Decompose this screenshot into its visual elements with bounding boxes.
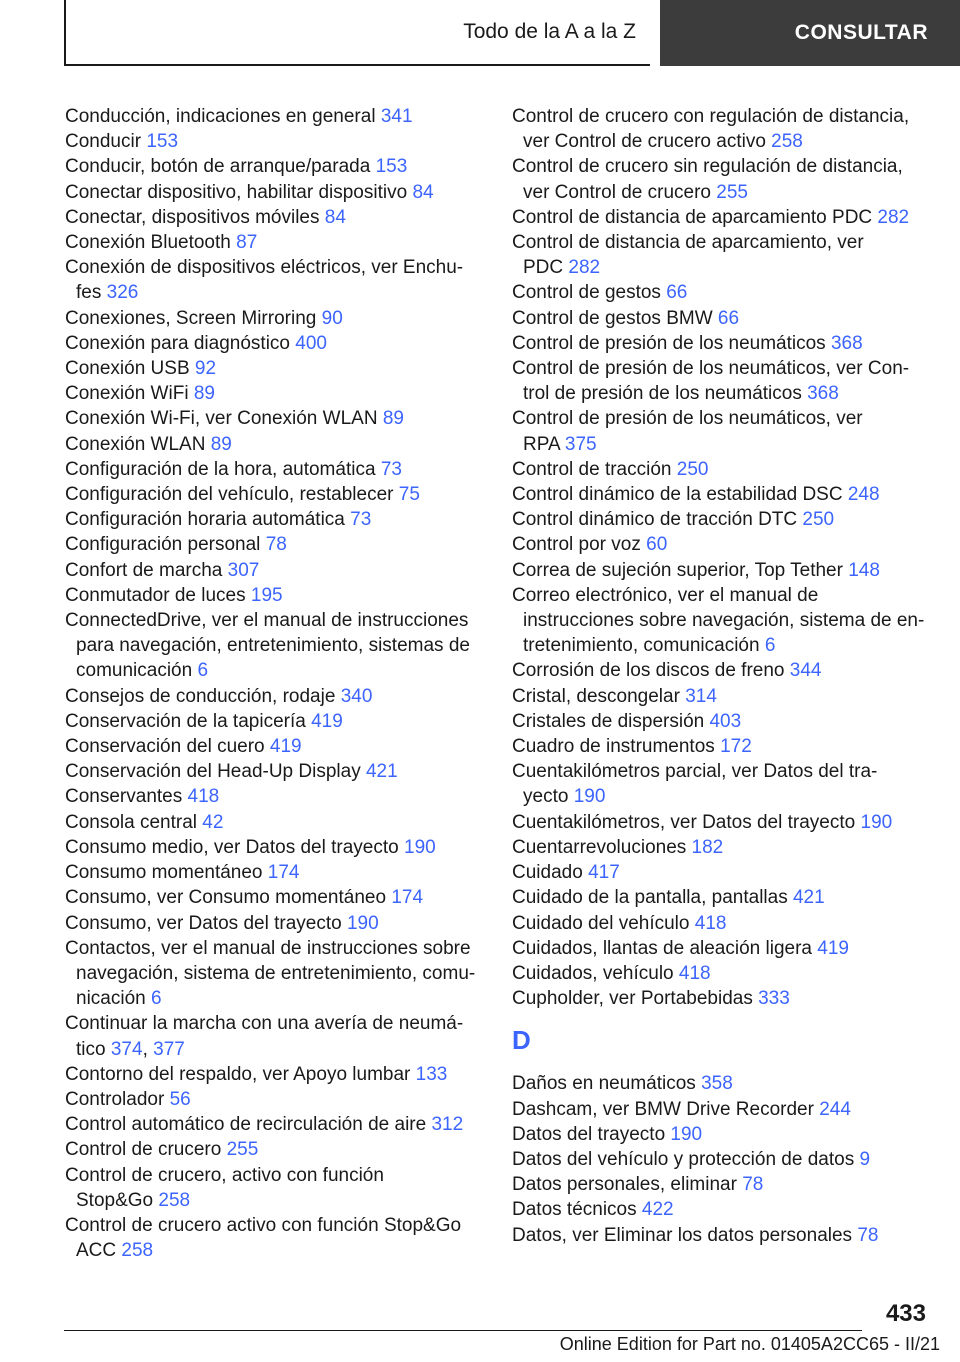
- page-link[interactable]: 153: [146, 131, 179, 153]
- page-link[interactable]: 417: [588, 862, 620, 884]
- index-entry-term: Control de gestos: [512, 282, 667, 304]
- index-entry: [65, 129, 485, 154]
- index-entry: [65, 104, 485, 129]
- page-link[interactable]: 422: [641, 1199, 674, 1221]
- page-link[interactable]: 374: [110, 1038, 143, 1060]
- page-link[interactable]: 84: [324, 206, 346, 228]
- index-entry: [512, 734, 932, 759]
- index-entry-term: ConnectedDrive, ver el manual de instrucciones para navegación, entretenimiento, sistemas de comunicación: [65, 610, 470, 682]
- page-link[interactable]: 418: [678, 962, 711, 984]
- index-entry-term: Datos del vehículo y protección de datos: [512, 1148, 860, 1170]
- index-entry-term: Cuentakilómetros, ver Datos del trayecto: [512, 811, 861, 833]
- index-entry: [65, 306, 485, 331]
- index-entry-term: Conexión USB: [65, 358, 195, 380]
- page-link[interactable]: 190: [860, 811, 893, 833]
- index-entry: [512, 684, 932, 709]
- page-link[interactable]: 258: [158, 1189, 191, 1211]
- index-entry: [65, 709, 485, 734]
- page-link[interactable]: 255: [226, 1139, 259, 1161]
- index-entry-term: Consola central: [65, 811, 203, 833]
- page-link[interactable]: 341: [380, 106, 413, 127]
- index-entry: [512, 331, 932, 356]
- page-link[interactable]: 419: [269, 736, 302, 758]
- page-link[interactable]: 6: [197, 660, 209, 682]
- index-entry: [65, 154, 485, 179]
- index-entry-term: Configuración personal: [65, 534, 266, 556]
- index-entry-term: Continuar la marcha con una avería de neumá- tico: [65, 1013, 464, 1060]
- index-entry-term: Controlador: [65, 1088, 170, 1110]
- index-entry-term: Datos, ver Eliminar los datos personales: [512, 1224, 858, 1246]
- index-entry-term: Corrosión de los discos de freno: [512, 660, 790, 682]
- index-entry-term: Control de gestos BMW: [512, 307, 718, 329]
- index-entry: [65, 507, 485, 532]
- page-link[interactable]: 421: [792, 887, 825, 909]
- index-entry-term: Consumo medio, ver Datos del trayecto: [65, 836, 404, 858]
- index-entry-term: Control de tracción: [512, 458, 677, 480]
- page-link[interactable]: 418: [694, 912, 727, 934]
- index-entry-term: Control dinámico de la estabilidad DSC: [512, 484, 848, 506]
- index-entry-term: Cuidados, llantas de aleación ligera: [512, 937, 818, 959]
- index-entry-term: Dashcam, ver BMW Drive Recorder: [512, 1098, 820, 1120]
- page-link[interactable]: 148: [848, 559, 880, 581]
- index-entry-term: Consumo, ver Datos del trayecto: [65, 912, 347, 934]
- page-link[interactable]: 340: [340, 685, 373, 707]
- index-entry-term: Conservación del cuero: [65, 736, 270, 758]
- index-entry: [65, 911, 485, 936]
- page-link[interactable]: 314: [685, 685, 717, 707]
- page-link[interactable]: 174: [391, 887, 424, 909]
- footer-edition: Online Edition for Part no. 01405A2CC65 - II/21: [559, 1334, 940, 1354]
- page-link[interactable]: 60: [646, 534, 668, 556]
- index-entry-term: Control de distancia de aparcamiento, ver PDC: [512, 232, 864, 279]
- index-entry-term: Control de presión de los neumáticos, ver Con- trol de presión de los neumáticos: [512, 358, 910, 405]
- index-entry-term: Consumo, ver Consumo momentáneo: [65, 887, 392, 909]
- page-link[interactable]: 358: [701, 1073, 733, 1095]
- index-entry-term: Conexión WiFi: [65, 383, 194, 405]
- index-entry-term: Conmutador de luces: [65, 584, 251, 606]
- index-entry-term: Control de crucero: [65, 1139, 227, 1161]
- index-entry-term: Conservación de la tapicería: [65, 710, 312, 732]
- index-entry: [512, 1071, 932, 1096]
- index-entry-term: Cuidado de la pantalla, pantallas: [512, 887, 793, 909]
- page-link[interactable]: 307: [227, 559, 260, 581]
- index-entry: [512, 482, 932, 507]
- index-entry-term: Cupholder, ver Portabebidas: [512, 988, 759, 1010]
- index-entry-term: Cristal, descongelar: [512, 685, 686, 707]
- index-entry: [65, 608, 485, 684]
- index-entry: [65, 1163, 485, 1213]
- index-entry-term: Configuración del vehículo, restablecer: [65, 484, 399, 506]
- index-entry-term: Contactos, ver el manual de instrucciones sobre navegación, sistema de entretenimiento, comu- nicación: [65, 937, 476, 1010]
- tab-consultar[interactable]: CONSULTAR: [660, 0, 960, 66]
- page-link[interactable]: 6: [151, 988, 162, 1010]
- index-entry-term: Control por voz: [512, 534, 647, 556]
- index-entry-term: Conducir: [65, 131, 147, 153]
- index-entry: [512, 709, 932, 734]
- index-entry: [512, 961, 932, 986]
- index-entry: [512, 356, 932, 406]
- index-entry-term: Control de presión de los neumáticos: [512, 332, 831, 354]
- page-link[interactable]: 78: [265, 534, 287, 556]
- index-entry: [512, 860, 932, 885]
- page-link[interactable]: 56: [169, 1088, 191, 1110]
- page-link[interactable]: 89: [210, 433, 232, 455]
- index-entry: [512, 154, 932, 204]
- page-link[interactable]: 282: [568, 257, 601, 279]
- page-link[interactable]: 190: [670, 1123, 703, 1145]
- page-link[interactable]: 250: [802, 509, 835, 531]
- page-link[interactable]: 326: [106, 282, 139, 304]
- index-entry: [65, 684, 485, 709]
- page-link[interactable]: 66: [717, 307, 740, 329]
- index-entry-term: Conducción, indicaciones en general: [65, 106, 381, 127]
- index-entry-term: Contorno del respaldo, ver Apoyo lumbar: [65, 1063, 416, 1085]
- index-entry: [65, 1213, 485, 1263]
- index-entry: [65, 432, 485, 457]
- page-link[interactable]: 403: [709, 710, 742, 732]
- index-entry: [512, 1172, 932, 1197]
- page-link[interactable]: 66: [666, 282, 688, 304]
- page-link[interactable]: 78: [857, 1224, 879, 1246]
- page-link[interactable]: 418: [187, 786, 220, 808]
- index-entry: [65, 734, 485, 759]
- index-entry-term: Conexión WLAN: [65, 433, 211, 455]
- index-entry: [65, 1087, 485, 1112]
- page-link[interactable]: 190: [573, 786, 606, 808]
- index-column-right: [512, 104, 932, 1248]
- tab-index-a-z[interactable]: Todo de la A a la Z: [463, 20, 636, 43]
- index-letter-heading: D: [512, 1025, 531, 1056]
- index-entry-term: Control de distancia de aparcamiento PDC: [512, 206, 878, 228]
- index-entry: [65, 860, 485, 885]
- page-link[interactable]: 190: [346, 912, 379, 934]
- page-link[interactable]: 368: [830, 332, 863, 354]
- page-link[interactable]: 89: [193, 383, 215, 405]
- page-link[interactable]: 42: [202, 811, 224, 833]
- index-entry: [65, 558, 485, 583]
- index-entry: [512, 583, 932, 659]
- index-entry-term: Cristales de dispersión: [512, 710, 710, 732]
- index-entry: [65, 331, 485, 356]
- index-entry-term: Configuración horaria automática: [65, 509, 351, 531]
- index-entry: [512, 885, 932, 910]
- page-link[interactable]: 312: [431, 1114, 464, 1136]
- page-link[interactable]: 73: [380, 458, 402, 480]
- page-link[interactable]: 250: [676, 458, 709, 480]
- page-link[interactable]: 92: [194, 358, 217, 380]
- page-link[interactable]: 377: [153, 1038, 185, 1060]
- index-entry: [65, 457, 485, 482]
- index-entry: [65, 759, 485, 784]
- index-entry: [65, 1062, 485, 1087]
- index-entry-term: Conservantes: [65, 786, 188, 808]
- index-entry-term: Conexión Bluetooth: [65, 232, 237, 254]
- page-link[interactable]: 368: [807, 383, 839, 405]
- index-entry-term: Conexiones, Screen Mirroring: [65, 307, 322, 329]
- index-entry-term: Conducir, botón de arranque/parada: [65, 156, 376, 178]
- index-entry: [65, 532, 485, 557]
- index-entry-term: Conexión Wi-Fi, ver Conexión WLAN: [65, 408, 383, 430]
- index-entry: [65, 381, 485, 406]
- page-link[interactable]: 421: [365, 761, 398, 783]
- page-link[interactable]: 174: [267, 862, 300, 884]
- index-entry-term: Control de crucero con regulación de distancia, ver Control de crucero activo: [512, 106, 910, 153]
- index-entry-term: Confort de marcha: [65, 559, 228, 581]
- page-link[interactable]: 9: [859, 1148, 871, 1170]
- index-entry: [65, 810, 485, 835]
- index-entry: [65, 784, 485, 809]
- index-entry: [512, 911, 932, 936]
- page-link[interactable]: 172: [720, 736, 752, 758]
- index-entry-term: Daños en neumáticos: [512, 1073, 702, 1095]
- page-link[interactable]: 87: [236, 232, 258, 254]
- index-entry: [512, 558, 932, 583]
- index-entry: [65, 835, 485, 860]
- index-entry: [512, 1097, 932, 1122]
- page-link[interactable]: 333: [758, 988, 790, 1010]
- page-link[interactable]: 89: [382, 408, 404, 430]
- index-entry: [512, 406, 932, 456]
- page-link[interactable]: 419: [817, 937, 849, 959]
- index-entry: [512, 810, 932, 835]
- index-entry: [512, 280, 932, 305]
- page-link[interactable]: 190: [404, 836, 436, 858]
- index-entry: [512, 306, 932, 331]
- page-link[interactable]: 244: [819, 1098, 851, 1120]
- page-separator: ,: [142, 1038, 154, 1060]
- index-entry-term: Cuentarrevoluciones: [512, 836, 692, 858]
- page-link[interactable]: 195: [250, 584, 283, 606]
- index-entry-term: Consejos de conducción, rodaje: [65, 685, 341, 707]
- page-link[interactable]: 258: [771, 131, 803, 153]
- index-entry-term: Cuidado: [512, 862, 589, 884]
- index-entry-term: Conectar dispositivo, habilitar dispositivo: [65, 181, 413, 203]
- index-entry-term: Correo electrónico, ver el manual de instrucciones sobre navegación, sistema de en- tretenimiento, comunicación: [512, 584, 925, 657]
- index-entry: [512, 1122, 932, 1147]
- index-entry-term: Conservación del Head-Up Display: [65, 761, 366, 783]
- index-entry: [65, 230, 485, 255]
- index-entry-term: Control dinámico de tracción DTC: [512, 509, 803, 531]
- index-entry-term: Control de crucero activo con función Stop&Go ACC: [65, 1214, 462, 1262]
- index-entry-term: Datos del trayecto: [512, 1123, 671, 1145]
- page-link[interactable]: 133: [415, 1063, 448, 1085]
- index-entry: [512, 1147, 932, 1172]
- index-entry: [512, 457, 932, 482]
- page-number: 433: [885, 1300, 926, 1327]
- index-entry: [65, 1112, 485, 1137]
- page-link[interactable]: 255: [716, 181, 748, 203]
- index-entry: [65, 255, 485, 305]
- index-entry-term: Control automático de recirculación de aire: [65, 1114, 432, 1136]
- index-entry: [512, 986, 932, 1011]
- index-entry-term: Conexión para diagnóstico: [65, 332, 296, 354]
- index-entry: [512, 1223, 932, 1248]
- page-link[interactable]: 344: [789, 660, 822, 682]
- page-link[interactable]: 419: [311, 710, 343, 732]
- index-entry: [65, 482, 485, 507]
- index-entry: [65, 1011, 485, 1061]
- index-entry: [512, 507, 932, 532]
- index-entry-term: Datos técnicos: [512, 1199, 642, 1221]
- page-link[interactable]: 75: [398, 484, 420, 506]
- index-entry: [65, 205, 485, 230]
- index-entry: [65, 1137, 485, 1162]
- index-entry: [512, 205, 932, 230]
- index-entry: [512, 658, 932, 683]
- index-entry: [65, 583, 485, 608]
- index-entry: [65, 356, 485, 381]
- page-link[interactable]: 73: [350, 509, 372, 531]
- page-link[interactable]: 258: [121, 1240, 154, 1262]
- page-link[interactable]: 282: [877, 206, 910, 228]
- index-entry-term: Control de presión de los neumáticos, ver RPA: [512, 408, 863, 455]
- page-link[interactable]: 375: [564, 433, 597, 455]
- index-entry: [512, 835, 932, 860]
- index-entry-term: Cuidados, vehículo: [512, 962, 679, 984]
- index-entry: [512, 230, 932, 280]
- page-link[interactable]: 78: [742, 1174, 764, 1196]
- index-entry: [512, 936, 932, 961]
- index-entry-term: Cuadro de instrumentos: [512, 736, 721, 758]
- index-entry-term: Datos personales, eliminar: [512, 1174, 743, 1196]
- index-entry: [512, 532, 932, 557]
- index-entry: [65, 936, 485, 1012]
- index-entry: [512, 104, 932, 154]
- index-entry-term: Control de crucero sin regulación de distancia, ver Control de crucero: [512, 156, 903, 203]
- page-link[interactable]: 84: [412, 181, 434, 203]
- index-entry-term: Control de crucero, activo con función Stop&Go: [65, 1164, 384, 1211]
- index-entry-term: Cuentakilómetros parcial, ver Datos del tra- yecto: [512, 761, 878, 808]
- index-column-left: [65, 104, 485, 1263]
- index-entry-term: Correa de sujeción superior, Top Tether: [512, 559, 849, 581]
- index-entry-term: Cuidado del vehículo: [512, 912, 695, 934]
- index-entry: [65, 406, 485, 431]
- page-link[interactable]: 400: [295, 332, 327, 354]
- header-bottom-rule: [64, 64, 650, 66]
- index-entry: [65, 180, 485, 205]
- page-link[interactable]: 248: [847, 484, 880, 506]
- index-entry-term: Conectar, dispositivos móviles: [65, 206, 325, 228]
- page-link[interactable]: 182: [691, 836, 724, 858]
- page-link[interactable]: 6: [764, 635, 776, 657]
- index-entry-term: Configuración de la hora, automática: [65, 458, 381, 480]
- page-link[interactable]: 153: [375, 156, 408, 178]
- index-entry: [512, 759, 932, 809]
- page-link[interactable]: 90: [321, 307, 343, 329]
- index-entry: [65, 885, 485, 910]
- index-entry-term: Consumo momentáneo: [65, 862, 268, 884]
- index-entry: [512, 1197, 932, 1222]
- footer-rule: [64, 1330, 862, 1331]
- index-entry-term: Conexión de dispositivos eléctricos, ver Enchu- fes: [65, 257, 464, 304]
